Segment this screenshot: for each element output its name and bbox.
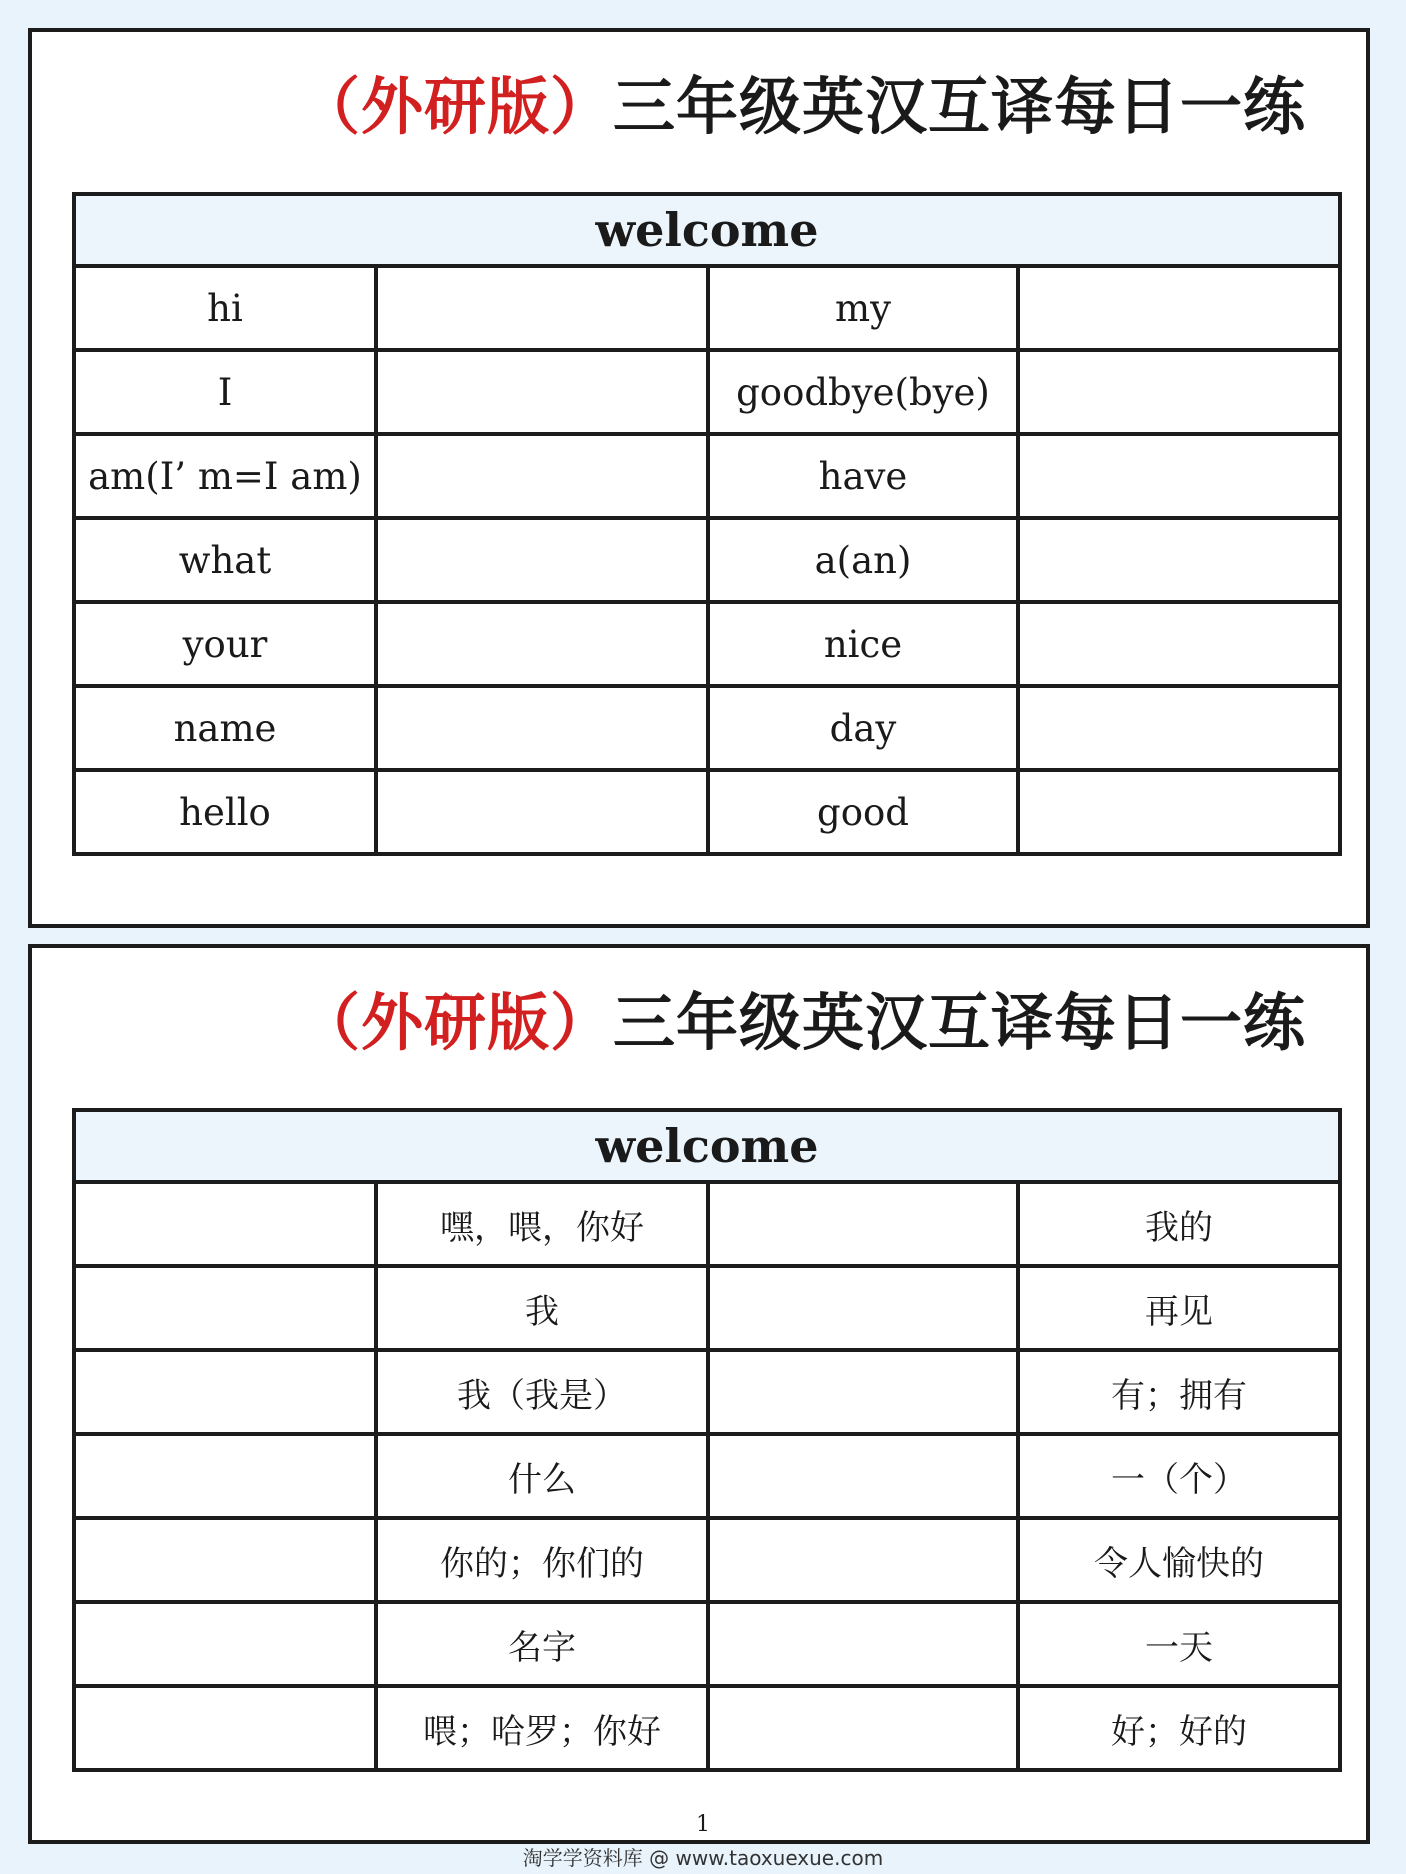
english-word-table xyxy=(72,192,1342,856)
answer-blank[interactable] xyxy=(74,1686,376,1770)
word-cell: 有；拥有 xyxy=(1018,1350,1340,1434)
word-cell: 好；好的 xyxy=(1018,1686,1340,1770)
title-main: 三年级英汉互译每日一练 xyxy=(612,70,1306,143)
word-cell: 嘿，喂，你好 xyxy=(376,1182,708,1266)
table-row xyxy=(74,602,1340,686)
word-cell: hi xyxy=(74,266,376,350)
answer-blank[interactable] xyxy=(74,1518,376,1602)
answer-blank[interactable] xyxy=(1018,266,1340,350)
answer-blank[interactable] xyxy=(1018,434,1340,518)
answer-blank[interactable] xyxy=(1018,602,1340,686)
word-cell: goodbye(bye) xyxy=(708,350,1018,434)
word-cell: am(I’ m=I am) xyxy=(74,434,376,518)
unit-header: welcome xyxy=(74,1110,1340,1182)
answer-blank[interactable] xyxy=(1018,770,1340,854)
worksheet-english-to-chinese xyxy=(28,28,1370,928)
worksheet-chinese-to-english xyxy=(28,944,1370,1844)
answer-blank[interactable] xyxy=(74,1350,376,1434)
table-row xyxy=(74,518,1340,602)
table-row xyxy=(74,1350,1340,1434)
answer-blank[interactable] xyxy=(1018,350,1340,434)
answer-blank[interactable] xyxy=(376,266,708,350)
word-cell: 名字 xyxy=(376,1602,708,1686)
word-cell: 喂；哈罗；你好 xyxy=(376,1686,708,1770)
word-cell: have xyxy=(708,434,1018,518)
word-cell: hello xyxy=(74,770,376,854)
answer-blank[interactable] xyxy=(708,1434,1018,1518)
word-cell: what xyxy=(74,518,376,602)
table-row xyxy=(74,1602,1340,1686)
answer-blank[interactable] xyxy=(376,434,708,518)
word-cell: 你的；你们的 xyxy=(376,1518,708,1602)
title-edition: （外研版） xyxy=(297,986,613,1059)
footer-watermark: 淘学学资料库 @ www.taoxuexue.com xyxy=(522,1846,884,1870)
word-cell: I xyxy=(74,350,376,434)
answer-blank[interactable] xyxy=(708,1182,1018,1266)
answer-blank[interactable] xyxy=(74,1602,376,1686)
word-cell: nice xyxy=(708,602,1018,686)
answer-blank[interactable] xyxy=(376,602,708,686)
table-row xyxy=(74,1434,1340,1518)
answer-blank[interactable] xyxy=(376,350,708,434)
word-cell: my xyxy=(708,266,1018,350)
word-cell: 我 xyxy=(376,1266,708,1350)
word-cell: 令人愉快的 xyxy=(1018,1518,1340,1602)
table-row xyxy=(74,266,1340,350)
answer-blank[interactable] xyxy=(74,1434,376,1518)
word-cell: your xyxy=(74,602,376,686)
title-edition: （外研版） xyxy=(297,70,613,143)
word-cell: 我的 xyxy=(1018,1182,1340,1266)
word-cell: 一天 xyxy=(1018,1602,1340,1686)
answer-blank[interactable] xyxy=(708,1602,1018,1686)
answer-blank[interactable] xyxy=(1018,518,1340,602)
word-cell: 一（个） xyxy=(1018,1434,1340,1518)
table-row xyxy=(74,686,1340,770)
word-cell: 再见 xyxy=(1018,1266,1340,1350)
table-row xyxy=(74,770,1340,854)
answer-blank[interactable] xyxy=(74,1182,376,1266)
table-row xyxy=(74,1266,1340,1350)
answer-blank[interactable] xyxy=(708,1266,1018,1350)
chinese-word-table xyxy=(72,1108,1342,1772)
answer-blank[interactable] xyxy=(708,1518,1018,1602)
word-cell: name xyxy=(74,686,376,770)
table-row xyxy=(74,350,1340,434)
title-main: 三年级英汉互译每日一练 xyxy=(612,986,1306,1059)
page-number: 1 xyxy=(696,1812,710,1837)
worksheet-title xyxy=(298,986,1306,1060)
word-cell: 我（我是） xyxy=(376,1350,708,1434)
answer-blank[interactable] xyxy=(376,518,708,602)
word-cell: 什么 xyxy=(376,1434,708,1518)
answer-blank[interactable] xyxy=(74,1266,376,1350)
worksheet-title xyxy=(298,70,1306,144)
table-row xyxy=(74,1182,1340,1266)
answer-blank[interactable] xyxy=(376,686,708,770)
unit-header: welcome xyxy=(74,194,1340,266)
answer-blank[interactable] xyxy=(708,1686,1018,1770)
answer-blank[interactable] xyxy=(708,1350,1018,1434)
table-row xyxy=(74,434,1340,518)
table-row xyxy=(74,1686,1340,1770)
word-cell: day xyxy=(708,686,1018,770)
table-row xyxy=(74,1518,1340,1602)
answer-blank[interactable] xyxy=(376,770,708,854)
answer-blank[interactable] xyxy=(1018,686,1340,770)
word-cell: good xyxy=(708,770,1018,854)
word-cell: a(an) xyxy=(708,518,1018,602)
